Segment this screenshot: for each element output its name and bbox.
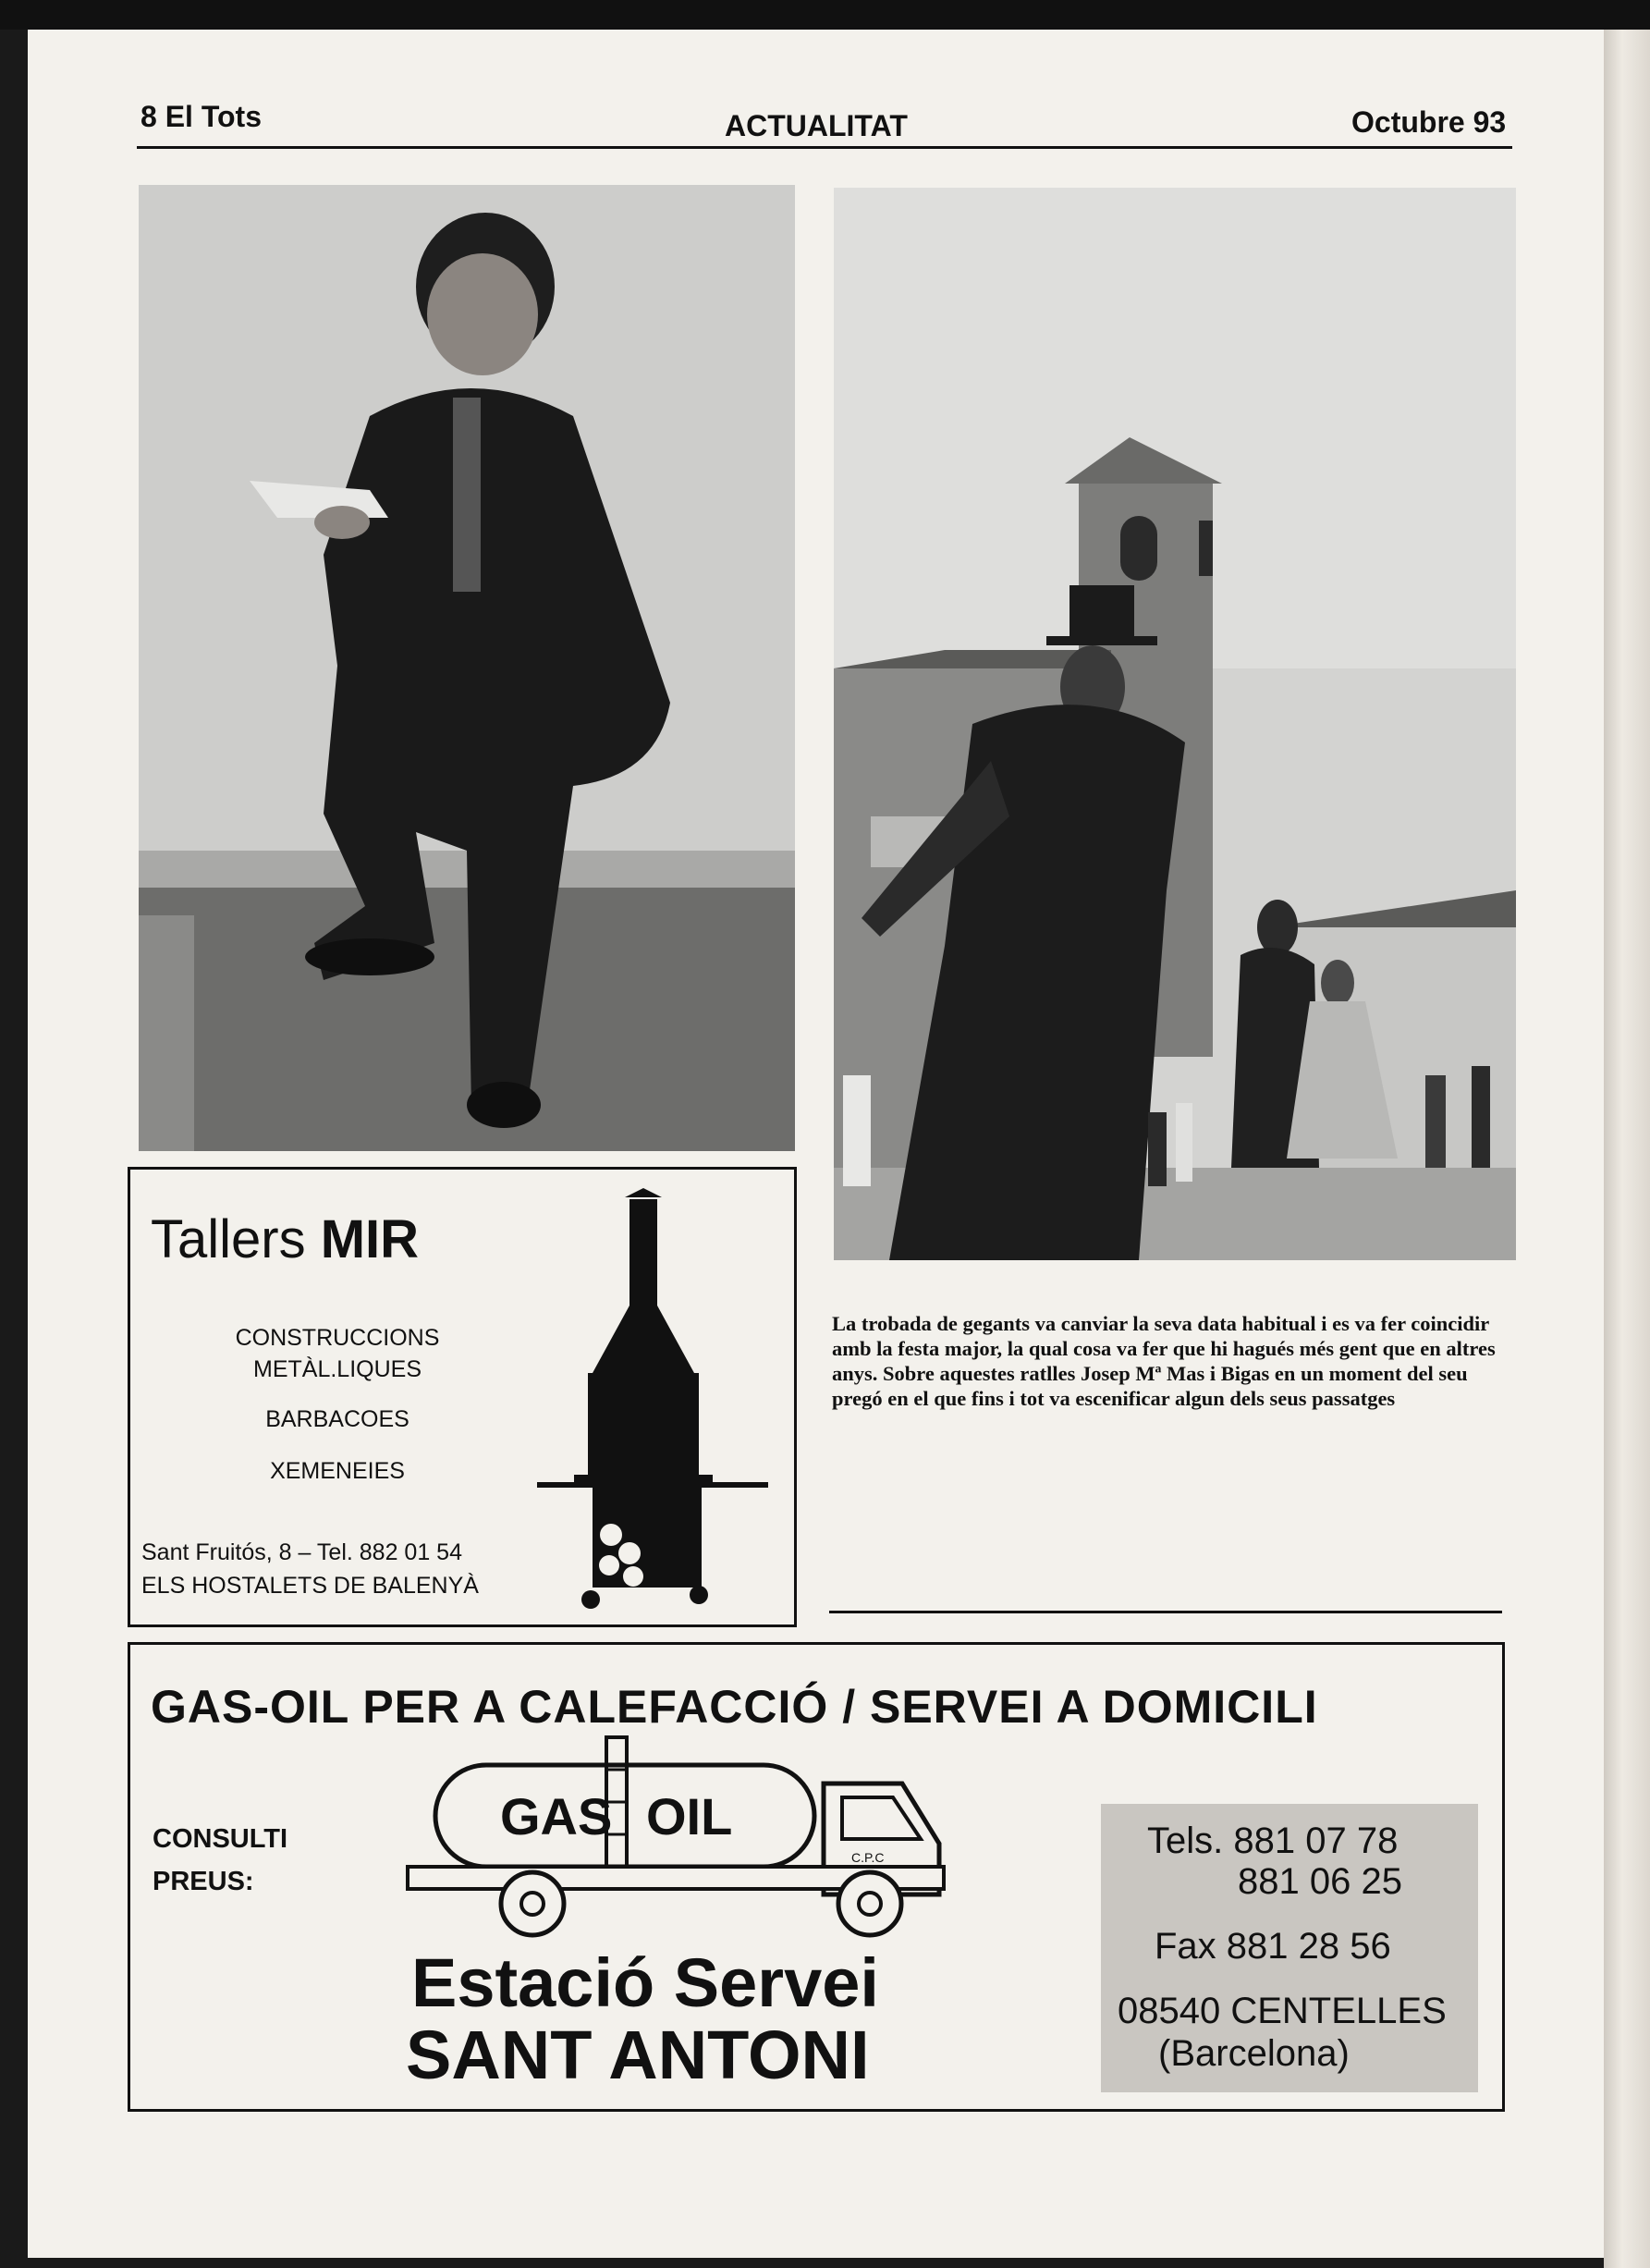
ad-gas-phone-2: 881 06 25 — [1238, 1861, 1402, 1902]
photo-speaker — [139, 185, 795, 1151]
ad-mir-title-bold: MIR — [320, 1209, 420, 1269]
ad-gas-station-brand: SANT ANTONI — [406, 2017, 870, 2093]
cab-label: C.P.C — [851, 1850, 885, 1865]
ad-mir-title-regular: Tallers — [151, 1209, 321, 1269]
ad-gas-fax: Fax 881 28 56 — [1155, 1926, 1391, 1967]
barbecue-icon — [537, 1188, 777, 1613]
tanker-truck-icon — [398, 1733, 953, 1945]
truck-label-gas: GAS — [500, 1787, 613, 1845]
ad-mir-line-constructions: CONSTRUCCIONS — [235, 1325, 440, 1351]
ad-tallers-mir — [128, 1167, 797, 1627]
ad-gasoil — [128, 1642, 1505, 2112]
ad-mir-town: ELS HOSTALETS DE BALENYÀ — [141, 1573, 479, 1599]
page-spine — [1604, 30, 1650, 2268]
ad-gas-region: (Barcelona) — [1158, 2033, 1350, 2074]
photo-caption: La trobada de gegants va canviar la seva data habitual i es va fer coincidir amb la festa major, la qual cosa va fer que hi hagués més gent que en altres anys. Sobre aquestes ratlles Josep Mª Mas i Bigas en un moment del seu pregó en el que fins i tot va escenificar algun dels seus passatges — [832, 1312, 1496, 1410]
ad-gas-headline: GAS-OIL PER A CALEFACCIÓ / SERVEI A DOMICILI — [151, 1681, 1318, 1733]
page-number-masthead: 8 El Tots — [141, 100, 262, 133]
ad-mir-line-metalliques: METÀL.LIQUES — [253, 1356, 422, 1382]
ad-gas-consult-line1: CONSULTI — [153, 1824, 288, 1854]
header-rule — [137, 146, 1512, 149]
ad-gas-consult-line2: PREUS: — [153, 1867, 254, 1896]
truck-label-oil: OIL — [646, 1787, 733, 1845]
ad-gas-station-name: Estació Servei — [411, 1944, 879, 2021]
ad-mir-address: Sant Fruitós, 8 – Tel. 882 01 54 — [141, 1539, 462, 1565]
scan-top-edge — [0, 0, 1650, 30]
ad-gas-phone-1: Tels. 881 07 78 — [1147, 1821, 1399, 1861]
ad-gas-city: 08540 CENTELLES — [1118, 1991, 1447, 2031]
ad-mir-title — [151, 1208, 419, 1270]
section-title: ACTUALITAT — [725, 109, 908, 142]
ad-mir-line-xemeneies: XEMENEIES — [270, 1458, 405, 1484]
photo-giants — [834, 188, 1516, 1260]
ad-mir-line-barbacoes: BARBACOES — [265, 1406, 409, 1432]
issue-date: Octubre 93 — [1351, 105, 1507, 139]
column-rule — [829, 1611, 1502, 1613]
